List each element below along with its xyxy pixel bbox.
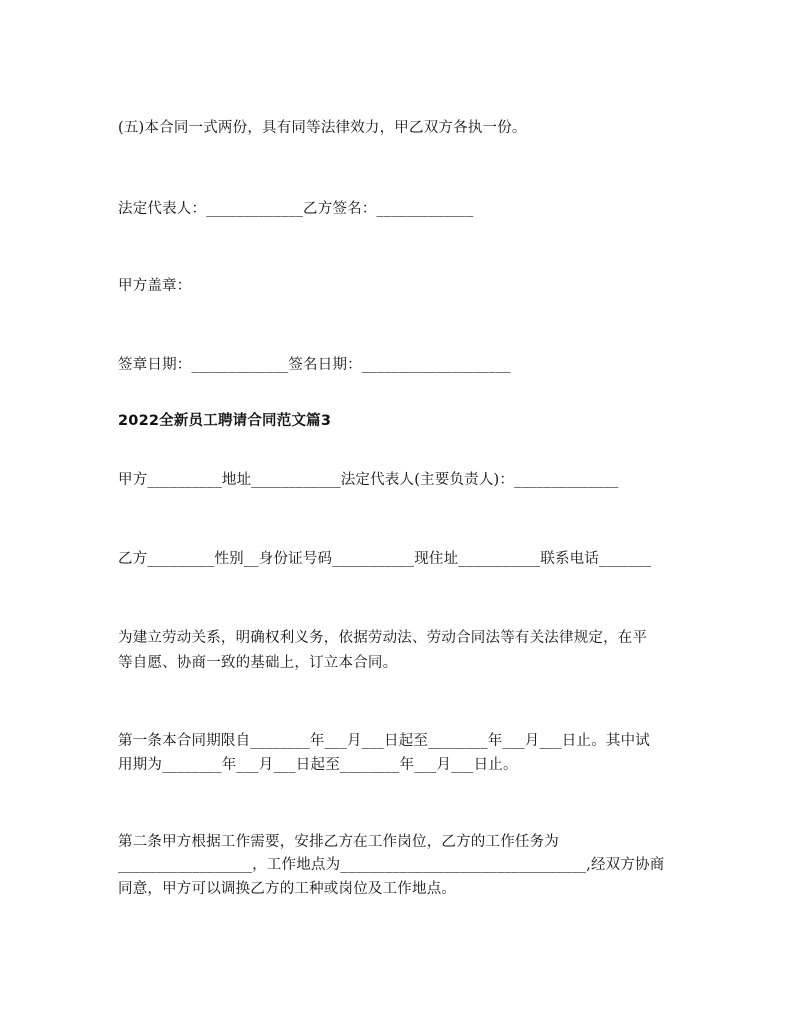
paragraph-signature-lines: 法定代表人：_____________乙方签名：_____________ xyxy=(118,201,474,217)
paragraph-party-a-seal: 甲方盖章： xyxy=(118,278,192,294)
article-one-line-2: 用期为________年___月___日起至________年___月___日止。 xyxy=(118,757,518,773)
article-two-line-3: 同意，甲方可以调换乙方的工种或岗位及工作地点。 xyxy=(118,881,457,897)
article-one-line-1: 第一条本合同期限自________年___月___日起至________年___月___日止。其中试 xyxy=(118,733,650,749)
section-heading: 2022全新员工聘请合同范文篇3 xyxy=(118,413,332,429)
paragraph-purpose-line-1: 为建立劳动关系，明确权利义务，依据劳动法、劳动合同法等有关法律规定，在平 xyxy=(118,630,648,646)
paragraph-copies-clause: (五)本合同一式两份，具有同等法律效力，甲乙双方各执一份。 xyxy=(118,120,527,136)
article-two-line-1: 第二条甲方根据工作需要，安排乙方在工作岗位，乙方的工作任务为 xyxy=(118,834,559,850)
paragraph-party-a-info: 甲方__________地址____________法定代表人(主要负责人)：______________ xyxy=(118,472,619,488)
article-two-line-2: __________________，工作地点为_________________________________,经双方协商 xyxy=(118,857,665,873)
paragraph-purpose-line-2: 等自愿、协商一致的基础上，订立本合同。 xyxy=(118,655,398,671)
paragraph-sign-dates: 签章日期：_____________签名日期：____________________ xyxy=(118,357,511,373)
paragraph-party-b-info: 乙方_________性别__身份证号码___________现住址___________联系电话_______ xyxy=(118,551,652,567)
